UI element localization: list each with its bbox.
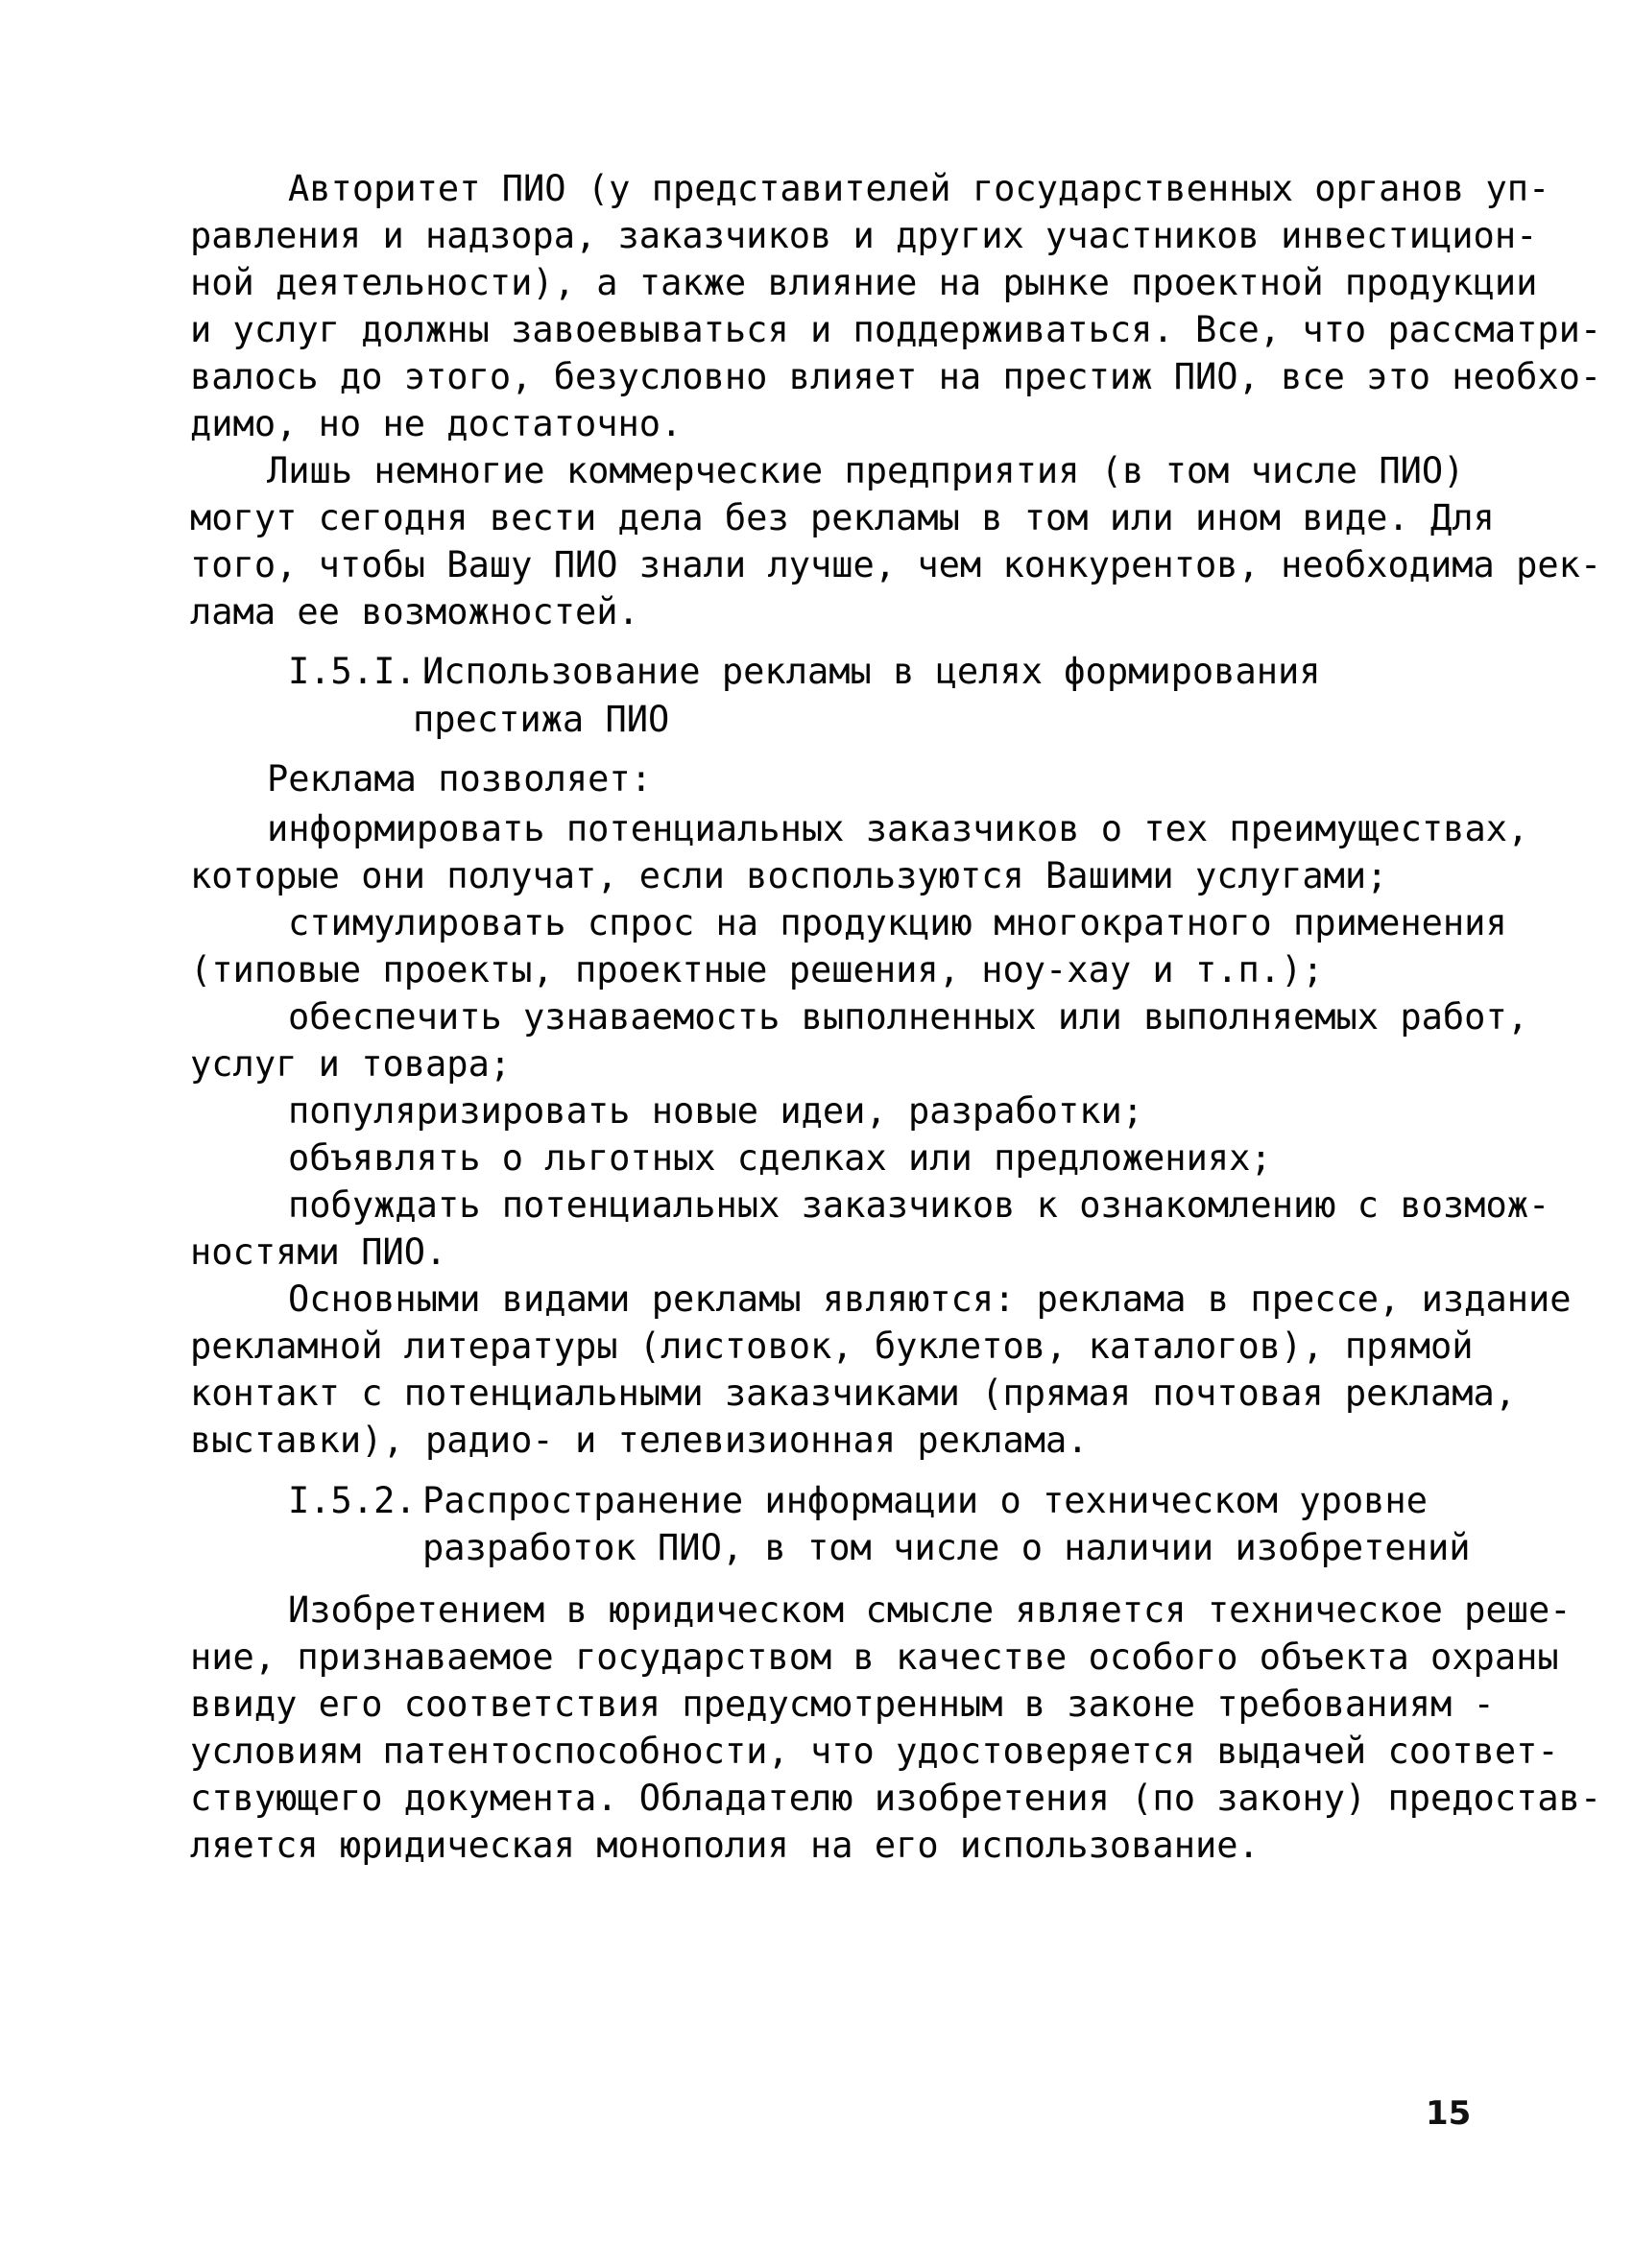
text-line: услуг и товара; (190, 1043, 512, 1085)
text-line: ностями ПИО. (190, 1231, 447, 1273)
text-line: лама ее возможностей. (190, 591, 639, 633)
list-item: популяризировать новые идеи, разработки; (288, 1090, 1144, 1132)
text-line: выставки), радио- и телевизионная реклама. (190, 1420, 1089, 1461)
section-title: престижа ПИО (413, 699, 670, 740)
text-line: рекламной литературы (листовок, буклетов, каталогов), прямой (190, 1325, 1474, 1367)
section-number: I.5.I. (288, 651, 417, 692)
text-line: ляется юридическая монополия на его использование. (190, 1825, 1260, 1866)
section-title: разработок ПИО, в том числе о наличии изобретений (422, 1527, 1471, 1568)
section-number: I.5.2. (288, 1480, 417, 1521)
text-line: (типовые проекты, проектные решения, ноу-хау и т.п.); (190, 949, 1324, 991)
list-item: информировать потенциальных заказчиков о тех преимуществах, (267, 808, 1529, 849)
text-line: Изобретением в юридическом смысле является техническое реше- (288, 1589, 1572, 1631)
list-item: стимулировать спрос на продукцию многократного применения (288, 902, 1507, 943)
text-line: и услуг должны завоевываться и поддерживаться. Все, что рассматри- (190, 309, 1602, 350)
text-line: ствующего документа. Обладателю изобретения (по закону) предостав- (190, 1778, 1602, 1819)
page-number: 15 (1426, 2094, 1472, 2133)
section-title: Использование рекламы в целях формирования (422, 651, 1321, 692)
text-line: равления и надзора, заказчиков и других участников инвестицион- (190, 215, 1538, 256)
text-line: Авторитет ПИО (у представителей государственных органов уп- (288, 168, 1550, 209)
text-line: ввиду его соответствия предусмотренным в законе требованиям - (190, 1683, 1495, 1725)
text-line: могут сегодня вести дела без рекламы в том или ином виде. Для (190, 497, 1495, 538)
text-line: того, чтобы Вашу ПИО знали лучше, чем конкурентов, необходима рек- (190, 544, 1602, 585)
text-line: которые они получат, если воспользуются Вашими услугами; (190, 855, 1388, 896)
list-item: обеспечить узнаваемость выполненных или выполняемых работ, (288, 996, 1529, 1038)
text-line: димо, но не достаточно. (190, 403, 683, 444)
text-line: условиям патентоспособности, что удостоверяется выдачей соответ- (190, 1731, 1559, 1772)
text-line: контакт с потенциальными заказчиками (прямая почтовая реклама, (190, 1373, 1517, 1414)
text-line: ние, признаваемое государством в качестве особого объекта охраны (190, 1636, 1559, 1678)
text-line: Лишь немногие коммерческие предприятия (в том числе ПИО) (267, 450, 1465, 491)
list-item: объявлять о льготных сделках или предложениях; (288, 1137, 1272, 1179)
text-line: Основными видами рекламы являются: реклама в прессе, издание (288, 1278, 1572, 1320)
text-line: Реклама позволяет: (267, 758, 652, 800)
text-line: валось до этого, безусловно влияет на престиж ПИО, все это необхо- (190, 356, 1602, 397)
section-title: Распространение информации о техническом уровне (422, 1480, 1428, 1521)
list-item: побуждать потенциальных заказчиков к ознакомлению с возмож- (288, 1184, 1550, 1226)
text-line: ной деятельности), а также влияние на рынке проектной продукции (190, 262, 1538, 303)
